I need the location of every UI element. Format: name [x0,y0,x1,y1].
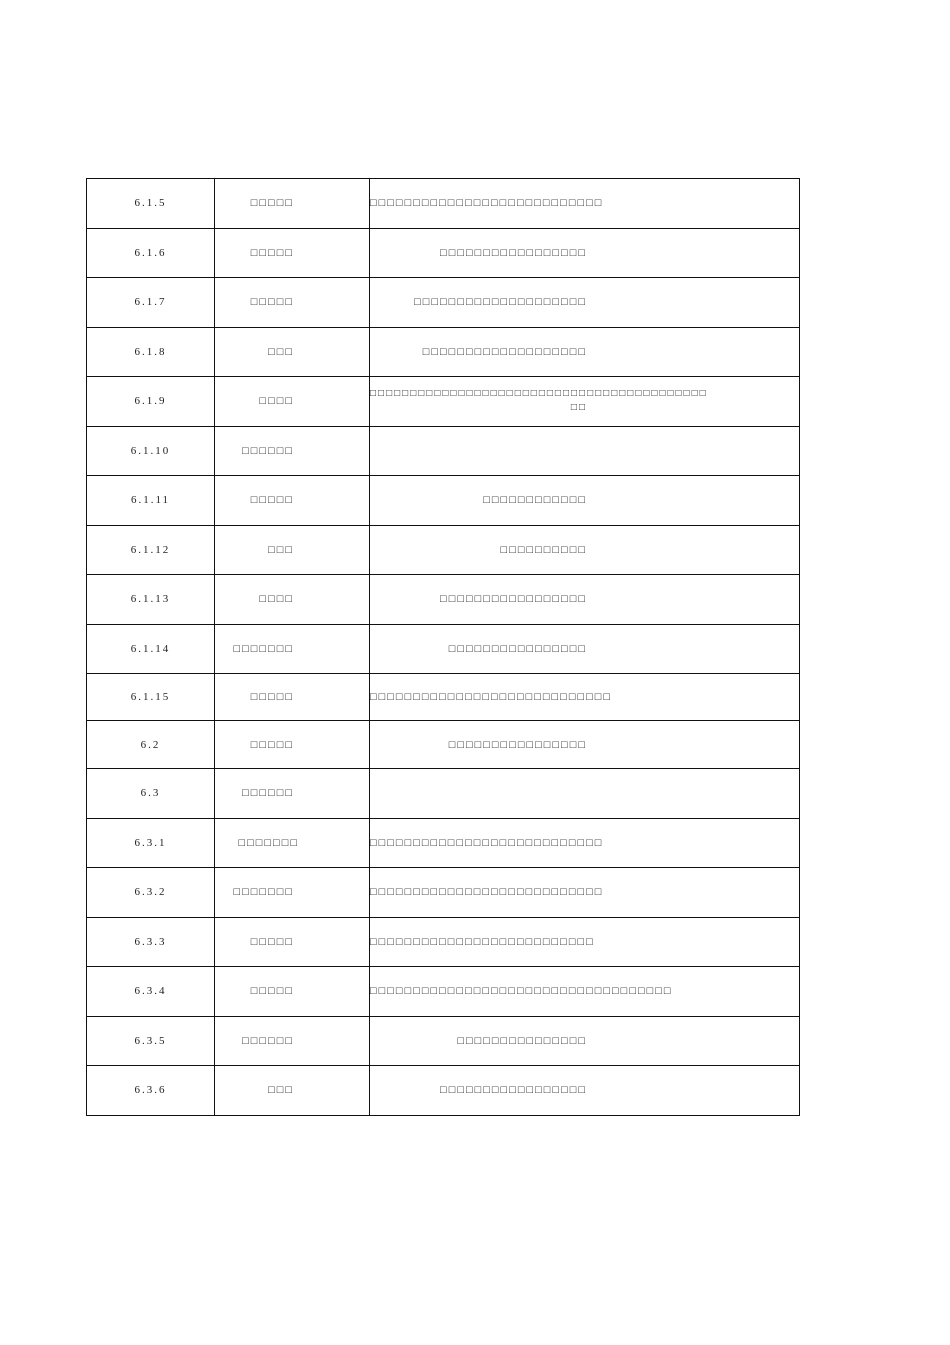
table-row [87,818,800,868]
row-description: □□□□□□□□□□□□□□□□□□□□□□□□□□□□ [370,674,800,721]
row-number: 6.1.13 [87,575,215,625]
table-row [87,476,800,526]
row-number: 6.3.2 [87,868,215,918]
row-number: 6.1.5 [87,179,215,229]
row-number: 6.1.8 [87,327,215,377]
row-description: □□□□□□□□□□□□□□□□□ [370,575,800,625]
row-name: □□□□□ [215,278,370,328]
spec-table-body [87,179,800,1116]
row-number: 6.1.10 [87,426,215,476]
table-row [87,426,800,476]
table-row [87,769,800,819]
table-row [87,917,800,967]
row-name: □□□□□□ [215,769,370,819]
row-name: □□□ [215,525,370,575]
row-number: 6.3.1 [87,818,215,868]
row-description: □□□□□□□□□□□□□□□□□□□□ [370,278,800,328]
table-row [87,624,800,674]
table-row [87,327,800,377]
row-name: □□□□□ [215,228,370,278]
row-description: □□□□□□□□□□□□□□□□□□□□□□□□□□□ [370,868,800,918]
row-name: □□□ [215,1066,370,1116]
row-number: 6.3.4 [87,967,215,1017]
row-number: 6.1.12 [87,525,215,575]
row-name: □□□□□□□ [215,818,370,868]
row-number: 6.3 [87,769,215,819]
table-row [87,1016,800,1066]
row-name: □□□□□□□ [215,868,370,918]
row-name: □□□□□□ [215,1016,370,1066]
row-number: 6.1.14 [87,624,215,674]
table-row [87,525,800,575]
row-description: □□□□□□□□□□□□□□□□ [370,624,800,674]
table-row [87,967,800,1017]
row-description: □□□□□□□□□□□□ [370,476,800,526]
row-number: 6.2 [87,721,215,769]
row-description: □□□□□□□□□□□□□□□ [370,1016,800,1066]
row-description: □□□□□□□□□□□□□□□□□□□□□□□□□□ [370,917,800,967]
row-name: □□□□ [215,377,370,427]
table-row [87,179,800,229]
row-description [370,769,800,819]
row-number: 6.3.5 [87,1016,215,1066]
row-description: □□□□□□□□□□□□□□□□□□□□□□□□□□□□□□□□□□□□□□□□□□ □□ [370,377,800,427]
row-number: 6.1.9 [87,377,215,427]
row-name: □□□□□ [215,476,370,526]
row-description: □□□□□□□□□□□□□□□□□□□□□□□□□□□ [370,818,800,868]
table-row [87,377,800,427]
row-name: □□□□□ [215,967,370,1017]
row-description: □□□□□□□□□□□□□□□□□ [370,228,800,278]
row-number: 6.3.6 [87,1066,215,1116]
row-name: □□□□□□□ [215,624,370,674]
row-name: □□□□□ [215,179,370,229]
row-name: □□□□□ [215,721,370,769]
row-name: □□□□ [215,575,370,625]
row-description: □□□□□□□□□□□□□□□□ [370,721,800,769]
table-row [87,868,800,918]
row-description: □□□□□□□□□□ [370,525,800,575]
table-row [87,1066,800,1116]
row-description: □□□□□□□□□□□□□□□□□□□ [370,327,800,377]
row-number: 6.1.7 [87,278,215,328]
row-name: □□□□□ [215,917,370,967]
row-number: 6.1.15 [87,674,215,721]
table-row [87,575,800,625]
row-name: □□□□□ [215,674,370,721]
row-name: □□□□□□ [215,426,370,476]
row-number: 6.1.11 [87,476,215,526]
row-description: □□□□□□□□□□□□□□□□□ [370,1066,800,1116]
spec-table [86,178,800,1116]
table-row [87,674,800,721]
row-number: 6.1.6 [87,228,215,278]
row-name: □□□ [215,327,370,377]
row-number: 6.3.3 [87,917,215,967]
row-description [370,426,800,476]
row-description: □□□□□□□□□□□□□□□□□□□□□□□□□□□□□□□□□□□ [370,967,800,1017]
row-description: □□□□□□□□□□□□□□□□□□□□□□□□□□□ [370,179,800,229]
table-row [87,278,800,328]
table-row [87,228,800,278]
table-row [87,721,800,769]
